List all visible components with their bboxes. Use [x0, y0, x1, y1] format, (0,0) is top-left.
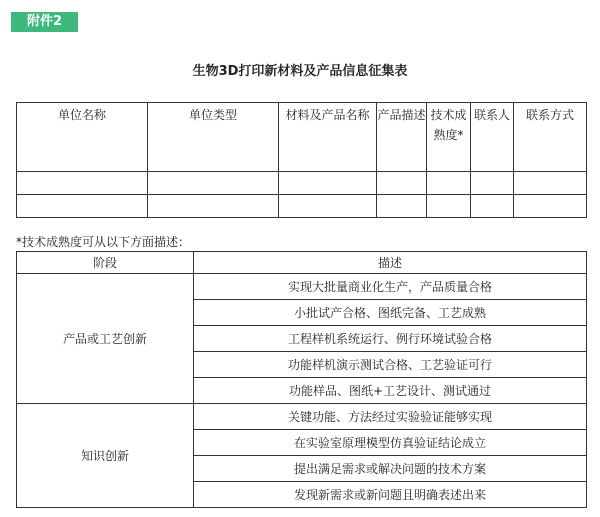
blank-cell[interactable] [148, 195, 279, 218]
stage-cell: 知识创新 [17, 404, 194, 508]
description-cell: 提出满足需求或解决问题的技术方案 [194, 456, 587, 482]
table-row [17, 195, 587, 218]
stage-cell: 产品或工艺创新 [17, 274, 194, 404]
description-cell: 关键功能、方法经过实验验证能够实现 [194, 404, 587, 430]
blank-cell[interactable] [279, 172, 377, 195]
header-unit-type: 单位类型 [148, 103, 279, 172]
blank-cell[interactable] [514, 172, 587, 195]
description-cell: 小批试产合格、图纸完备、工艺成熟 [194, 300, 587, 326]
table-header-row [17, 252, 587, 274]
blank-cell[interactable] [471, 195, 514, 218]
maturity-table [16, 251, 587, 508]
blank-cell[interactable] [514, 195, 587, 218]
header-description: 描述 [194, 252, 587, 274]
table-header-row [17, 103, 587, 172]
info-collection-table [16, 102, 587, 218]
header-unit-name: 单位名称 [17, 103, 148, 172]
description-cell: 功能样品、图纸+工艺设计、测试通过 [194, 378, 587, 404]
description-cell: 实现大批量商业化生产，产品质量合格 [194, 274, 587, 300]
description-cell: 发现新需求或新问题且明确表述出来 [194, 482, 587, 508]
blank-cell[interactable] [471, 172, 514, 195]
blank-cell[interactable] [17, 195, 148, 218]
header-tech-maturity: 技术成熟度* [427, 103, 471, 172]
attachment-badge: 附件2 [11, 12, 78, 32]
description-cell: 功能样机演示测试合格、工艺验证可行 [194, 352, 587, 378]
header-stage: 阶段 [17, 252, 194, 274]
header-material-name: 材料及产品名称 [279, 103, 377, 172]
header-contact-info: 联系方式 [514, 103, 587, 172]
table-row [17, 404, 587, 430]
header-contact-person: 联系人 [471, 103, 514, 172]
blank-cell[interactable] [279, 195, 377, 218]
table-row [17, 274, 587, 300]
blank-cell[interactable] [427, 172, 471, 195]
blank-cell[interactable] [427, 195, 471, 218]
maturity-note: *技术成熟度可从以下方面描述： [16, 235, 191, 249]
blank-cell[interactable] [17, 172, 148, 195]
page-title: 生物3D打印新材料及产品信息征集表 [192, 64, 408, 79]
blank-cell[interactable] [377, 172, 427, 195]
table-row [17, 172, 587, 195]
description-cell: 在实验室原理模型仿真验证结论成立 [194, 430, 587, 456]
blank-cell[interactable] [377, 195, 427, 218]
header-product-desc: 产品描述 [377, 103, 427, 172]
description-cell: 工程样机系统运行、例行环境试验合格 [194, 326, 587, 352]
blank-cell[interactable] [148, 172, 279, 195]
